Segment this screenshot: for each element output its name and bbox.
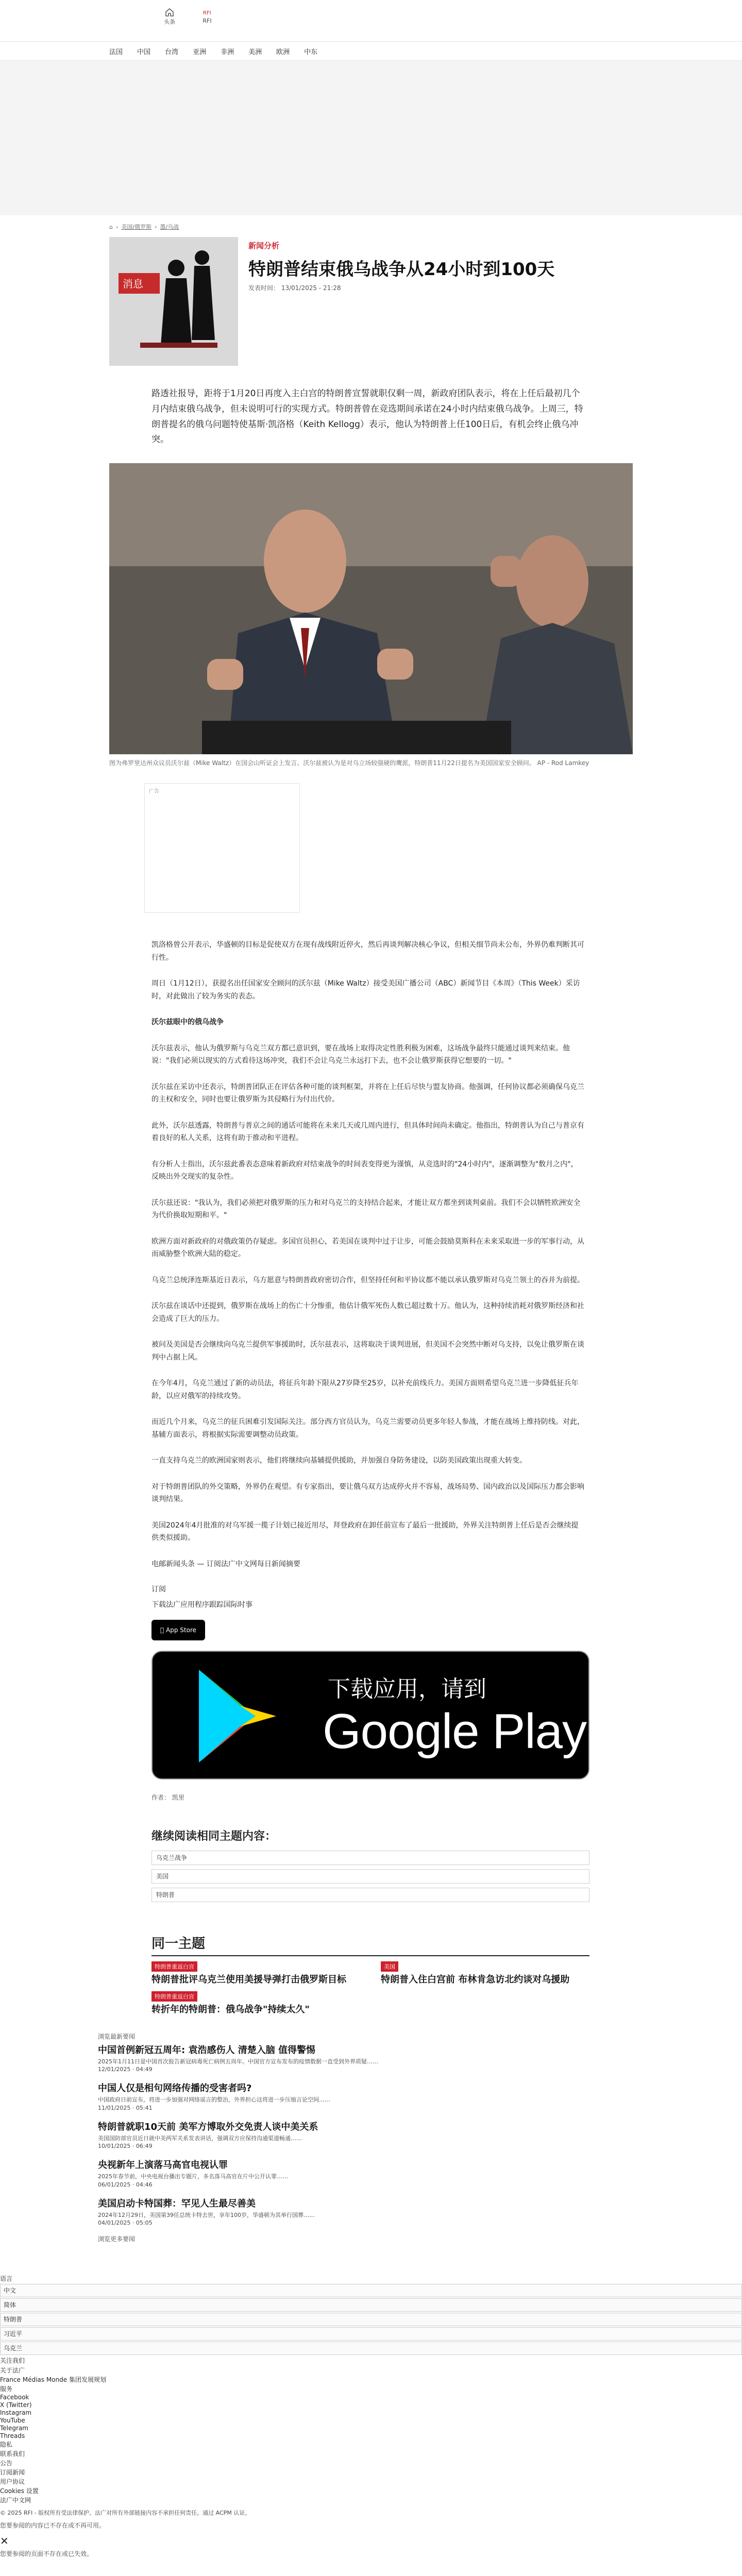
site-header: [0, 0, 742, 42]
svg-text:消息: 消息: [123, 278, 143, 290]
top-ad-space: [0, 61, 742, 215]
home-link[interactable]: [164, 7, 175, 26]
same-topic-badge: 美国: [381, 1961, 398, 1972]
home-crumb-icon[interactable]: ⌂: [109, 223, 113, 230]
tag-ukraine-war[interactable]: 乌克兰战争: [151, 1851, 589, 1865]
article-kicker: 新闻分析: [248, 241, 280, 250]
thumbnail-illustration: [109, 237, 238, 366]
same-topic-heading: 同一主题: [151, 1933, 589, 1956]
language-label: 语言: [0, 2275, 13, 2283]
article-body: [151, 939, 584, 1570]
body-paragraph: 在今年4月，乌克兰通过了新的动员法，将征兵年龄下限从27岁降至25岁，以补充前线兵力。美国方面则希望乌克兰进一步降低征兵年龄，以应对俄军的持续攻势。: [151, 1379, 579, 1400]
body-paragraph: 一直支持乌克兰的欧洲国家则表示，他们将继续向基辅提供援助，并加强自身防务建设，以防美国政策出现重大转变。: [151, 1456, 527, 1465]
body-paragraph: 沃尔兹还说："我认为，我们必须把对俄罗斯的压力和对乌克兰的支持结合起来，才能让双方都坐到谈判桌前。我们不会以牺牲欧洲安全为代价换取短期和平。": [151, 1198, 581, 1219]
app-store-button[interactable]: App Store: [151, 1620, 205, 1640]
article-title: 特朗普结束俄乌战争从24小时到100天: [248, 259, 555, 280]
footer-link[interactable]: 隐私: [0, 2441, 13, 2449]
related-heading: 继续阅读相同主题内容：: [151, 1830, 277, 1843]
article-hero-image: [109, 463, 633, 754]
same-topic-item[interactable]: [151, 1991, 360, 2016]
hero-photo: [109, 463, 633, 754]
breadcrumb-link-war[interactable]: 墨/乌战: [160, 224, 179, 230]
news-date: 11/01/2025 · 05:41: [98, 2104, 153, 2111]
rfi-label: RFI: [203, 18, 212, 24]
footer-link-youtube[interactable]: YouTube: [0, 2417, 25, 2425]
body-paragraph: 沃尔兹在采访中还表示，特朗普团队正在评估各种可能的谈判框架，并将在上任后尽快与盟友协商。他强调，任何协议都必须确保乌克兰的主权和安全，同时也要让俄罗斯为其侵略行为付出代价。: [151, 1082, 584, 1104]
footer-link-x[interactable]: X (Twitter): [0, 2401, 32, 2409]
latest-label: 浏览最新要闻: [98, 2032, 136, 2040]
footer-select[interactable]: 特朗普: [0, 2313, 742, 2326]
footer-link[interactable]: 公告: [0, 2460, 13, 2467]
news-date: 06/01/2025 · 04:46: [98, 2181, 153, 2188]
news-title[interactable]: 特朗普就职10天前 美军方博取外交免责人谈中美关系: [98, 2121, 318, 2132]
main-nav: [0, 42, 742, 61]
footer-link[interactable]: 服务: [0, 2385, 13, 2393]
body-paragraph: 被问及美国是否会继续向乌克兰提供军事援助时，沃尔兹表示，这将取决于谈判进展，但美国不会突然中断对乌支持，以免让俄罗斯在谈判中占据上风。: [151, 1341, 584, 1362]
news-desc: 美国国防部官员近日就中美两军关系发表讲话，强调双方应保持沟通渠道畅通……: [98, 2134, 302, 2142]
news-title[interactable]: 中国首例新冠五周年: 袁浩感伤人 清楚入脑 值得警惕: [98, 2044, 315, 2056]
close-icon[interactable]: ✕: [0, 2535, 9, 2548]
inline-ad[interactable]: [144, 783, 300, 913]
ad-label: 广告: [149, 789, 159, 794]
nav-item-europe[interactable]: 欧洲: [276, 48, 290, 56]
news-desc: 2025年春节前，中央电视台播出专题片，多名落马高官在片中公开认罪……: [98, 2173, 288, 2180]
article-author: 作者： 凯里: [151, 1794, 184, 1801]
nav-item-americas[interactable]: 美洲: [248, 48, 262, 56]
same-topic-title[interactable]: 特朗普批评乌克兰使用美援导弹打击俄罗斯目标: [151, 1974, 346, 1985]
language-select[interactable]: 中文: [0, 2284, 742, 2297]
footer-link-facebook[interactable]: Facebook: [0, 2394, 29, 2401]
latest-news-item: [98, 2158, 644, 2188]
nav-item-france[interactable]: 法国: [109, 48, 123, 56]
same-topic-title[interactable]: 特朗普入住白宫前 布林肯急访北约谈对乌援助: [381, 1974, 570, 1985]
footer-link-threads[interactable]: Threads: [0, 2432, 25, 2440]
footer-link-telegram[interactable]: Telegram: [0, 2425, 28, 2432]
nav-item-middle-east[interactable]: 中东: [304, 48, 318, 56]
site-footer: [0, 2274, 742, 2558]
body-paragraph: 凯洛格曾公开表示，华盛顿的目标是促使双方在现有战线附近停火，然后再谈判解决核心争议，但相关细节尚未公布，外界仍难判断其可行性。: [151, 941, 584, 962]
latest-news-item: [98, 2120, 644, 2150]
related-tags: [151, 1851, 589, 1902]
notice-text-2: 您要参阅的页面不存在或已失效。: [0, 2550, 93, 2558]
download-app-text: 下载法广应用程序跟踪国际时事: [151, 1601, 252, 1609]
news-title[interactable]: 央视新年上演落马高官电视认罪: [98, 2160, 228, 2171]
subscribe-text[interactable]: 订阅: [151, 1585, 166, 1594]
footer-select[interactable]: 乌克兰: [0, 2342, 742, 2355]
copyright: © 2025 RFI - 版权所有受法律保护。法广对所有外部链接内容不承担任何责任。通过 ACPM 认证。: [0, 2510, 251, 2517]
same-topic-item[interactable]: [151, 1961, 360, 1986]
body-paragraph: 此外，沃尔兹透露，特朗普与普京之间的通话可能将在未来几天或几周内进行，但具体时间尚未确定。他指出，特朗普认为自己与普京有着良好的私人关系，这将有助于推动和平进程。: [151, 1121, 584, 1142]
google-play-icon: [178, 1659, 292, 1773]
body-paragraph: 对于特朗普团队的外交策略，外界仍在观望。有专家指出，要让俄乌双方达成停火并不容易，战场局势、国内政治以及国际压力都会影响谈判结果。: [151, 1482, 584, 1503]
article-lead: 路透社报导，距将于1月20日再度入主白宫的特朗普宣誓就职仅剩一周，新政府团队表示，将在上任后最初几个月内结束俄乌战争，但未说明可行的实现方式。特朗普曾在竞选期间承诺在24小时内结束俄乌战争。上周三，特朗普提名的俄乌问题特使基斯·凯洛格（Keith Kellogg）表示，他认为特朗普上任100日后，有机会终止俄乌冲突。: [151, 388, 583, 445]
news-desc: 中国政府日前宣布，将进一步加强对网络谣言的整治，外界担心这将进一步压缩言论空间……: [98, 2096, 330, 2104]
breadcrumb-link-us-russia[interactable]: 美国/俄罗斯: [121, 224, 152, 230]
body-paragraph: 而近几个月来，乌克兰的征兵困难引发国际关注。部分西方官员认为，乌克兰需要动员更多年轻人参战，才能在战场上维持防线。对此，基辅方面表示，将根据实际需要调整动员政策。: [151, 1418, 584, 1439]
nav-item-taiwan[interactable]: 台湾: [165, 48, 179, 56]
news-desc: 2024年12月29日，美国第39任总统卡特去世，享年100岁，华盛顿为其举行国葬……: [98, 2211, 315, 2218]
news-title[interactable]: 美国启动卡特国葬：罕见人生最尽善美: [98, 2198, 256, 2209]
tag-usa[interactable]: 美国: [151, 1869, 589, 1884]
follow-label: 关注我们: [0, 2357, 25, 2365]
body-paragraph: 乌克兰总统泽连斯基近日表示，乌方愿意与特朗普政府密切合作，但坚持任何和平协议都不能以承认俄罗斯对乌克兰领土的吞并为前提。: [151, 1276, 584, 1284]
same-topic-item[interactable]: [381, 1961, 589, 1986]
header-icons: [164, 7, 212, 26]
news-date: 04/01/2025 · 05:05: [98, 2219, 153, 2227]
body-paragraph: 有分析人士指出，沃尔兹此番表态意味着新政府对结束战争的时间表变得更为谨慎，从竞选时的"24小时内"，逐渐调整为"数月之内"，反映出外交现实的复杂性。: [151, 1160, 578, 1181]
nav-item-africa[interactable]: 非洲: [221, 48, 234, 56]
notice-text: 您要参阅的内容已不存在或不再可用。: [0, 2522, 106, 2530]
tag-trump[interactable]: 特朗普: [151, 1888, 589, 1902]
same-topic-badge: 特朗普重返白宫: [151, 1961, 197, 1972]
footer-select[interactable]: 简体: [0, 2298, 742, 2312]
breadcrumb: ⌂ › 美国/俄罗斯 › 墨/乌战: [109, 223, 179, 230]
article-header: [109, 237, 633, 366]
rfi-logo-link[interactable]: [202, 7, 212, 26]
body-paragraph: 周日（1月12日），获提名出任国家安全顾问的沃尔兹（Mike Waltz）接受美国广播公司（ABC）新闻节目《本周》（This Week）采访时，对此做出了较为务实的表态。: [151, 979, 580, 1001]
hero-caption: 图为弗罗里达州众议员沃尔兹（Mike Waltz）在国会山听证会上发言。沃尔兹被认为是对乌立场较强硬的鹰派，特朗普11月22日提名为美国国家安全顾问。 AP - Rod Lamkey: [109, 759, 589, 767]
body-paragraph: 沃尔兹表示，他认为俄罗斯与乌克兰双方都已意识到，要在战场上取得决定性胜利极为困难，这场战争最终只能通过谈判来结束。他说："我们必须以现实的方式看待这场冲突，我们不会让乌克兰永远打下去，也不会让俄罗斯获得它想要的一切。": [151, 1044, 570, 1065]
footer-link[interactable]: Cookies 设置: [0, 2487, 39, 2495]
news-desc: 2025年1月11日是中国首次报告新冠病毒死亡病例五周年。中国官方宣布发布的疫情数据一直受到外界质疑……: [98, 2058, 378, 2065]
footer-link[interactable]: 法广中文网: [0, 2497, 31, 2504]
google-play-line2: Google Play: [323, 1704, 586, 1759]
newsletter-link[interactable]: 电邮新闻头条 — 订阅法广中文网每日新闻摘要: [151, 1560, 300, 1568]
article-thumbnail: [109, 237, 238, 366]
body-subheading: 沃尔兹眼中的俄乌战争: [151, 1018, 224, 1026]
footer-link-instagram[interactable]: Instagram: [0, 2409, 32, 2417]
same-topic-badge: 特朗普重返白宫: [151, 1991, 197, 2002]
footer-link[interactable]: 订阅新闻: [0, 2469, 25, 2477]
body-paragraph: 美国2024年4月批准的对乌军援一揽子计划已接近用尽，拜登政府在卸任前宣布了最后一批援助，外界关注特朗普上任后是否会继续提供类似援助。: [151, 1521, 579, 1542]
home-icon: [164, 7, 175, 18]
news-date: 12/01/2025 · 04:49: [98, 2066, 153, 2073]
google-play-banner[interactable]: [151, 1651, 589, 1780]
news-title[interactable]: 中国人仅是相句网络传播的受害者吗?: [98, 2083, 252, 2094]
footer-link[interactable]: 关于法广: [0, 2367, 25, 2375]
apple-icon: [162, 1626, 164, 1634]
footer-link[interactable]: France Médias Monde 集团发展规划: [0, 2376, 106, 2384]
same-topic-title[interactable]: 转折年的特朗普：俄乌战争"持续太久": [151, 2004, 310, 2015]
latest-news-item: [98, 2196, 644, 2227]
latest-news: [98, 2032, 644, 2244]
home-label: 头条: [164, 19, 175, 25]
footer-link[interactable]: 联系我们: [0, 2450, 25, 2458]
svg-text:RFI: RFI: [203, 10, 211, 16]
body-paragraph: 沃尔兹在谈话中还提到，俄罗斯在战场上的伤亡十分惨重，他估计俄军死伤人数已超过数十万。他认为，这种持续消耗对俄罗斯经济和社会造成了巨大的压力。: [151, 1302, 584, 1323]
more-news-link[interactable]: 浏览更多要闻: [98, 2235, 136, 2243]
news-date: 10/01/2025 · 06:49: [98, 2143, 153, 2150]
footer-link[interactable]: 用户协议: [0, 2478, 25, 2486]
google-play-line1: 下载应用，请到: [328, 1676, 486, 1702]
rfi-logo-icon: [202, 7, 212, 18]
latest-news-item: [98, 2081, 644, 2111]
footer-select[interactable]: 习近平: [0, 2327, 742, 2341]
body-paragraph: 欧洲方面对新政府的对俄政策仍存疑虑。多国官员担心，若美国在谈判中过于让步，可能会鼓励莫斯科在未来采取进一步的军事行动，从而威胁整个欧洲大陆的稳定。: [151, 1237, 584, 1258]
article-meta: 发表时间： 13/01/2025 - 21:28: [248, 284, 341, 292]
same-topic-grid: [151, 1961, 589, 2016]
latest-news-item: [98, 2043, 644, 2073]
nav-item-china[interactable]: 中国: [137, 48, 151, 56]
nav-item-asia[interactable]: 亚洲: [193, 48, 207, 56]
